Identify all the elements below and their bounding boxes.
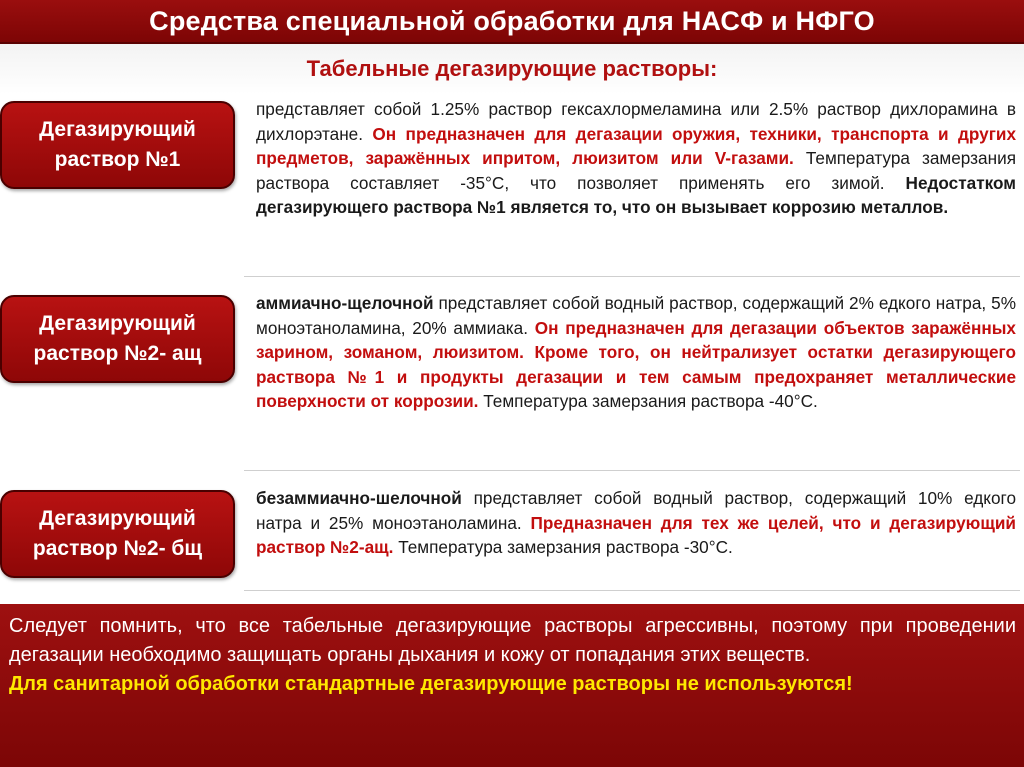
footer-note-text: Для санитарной обработки стандартные дегазирующие растворы не используются! <box>9 673 853 695</box>
row-divider <box>244 276 1020 277</box>
desc-solution-2-ash-temp: Температура замерзания раствора -40°С. <box>478 391 818 411</box>
desc-solution-1-temp: Температура замерзания раствора составляет -35°С, что позволяет применять его зимой. <box>256 148 1017 193</box>
footer-warning-text: Следует помнить, что все табельные дегазирующие растворы агрессивны, поэтому при проведении дегазации необходимо защищать органы дыхания и кожу от попадания этих веществ. <box>9 615 1016 666</box>
desc-solution-1-drawback: Недостатком дегазирующего раствора №1 является то, что он вызывает коррозию металлов. <box>256 172 1016 217</box>
desc-solution-1 <box>256 97 1016 220</box>
desc-solution-2-ash <box>256 291 1016 414</box>
slide-title: Средства специальной обработки для НАСФ и НФГО <box>149 6 875 36</box>
subtitle-band <box>0 44 1024 94</box>
label-solution-2-ash[interactable] <box>0 295 235 383</box>
label-solution-2-ash-line2: раствор №2- ащ <box>33 342 202 365</box>
desc-solution-2-bsh <box>256 486 1016 560</box>
label-solution-1-line2: раствор №1 <box>54 148 181 171</box>
desc-solution-2-ash-purpose: Он предназначен для дегазации объектов заражённых зарином, зоманом, люизитом. Кроме того, он нейтрализует остатки дегазирующего раствора №1 и продукты дегазации и тем самым предохраняет металлические поверхности от коррозии. <box>256 317 1016 411</box>
label-solution-1[interactable] <box>0 101 235 189</box>
desc-solution-2-bsh-type: безаммиачно-шелочной <box>256 488 462 508</box>
label-solution-1-line1: Дегазирующий <box>39 118 196 141</box>
label-solution-2-ash-line1: Дегазирующий <box>39 312 196 335</box>
title-bar <box>0 0 1024 44</box>
desc-solution-1-text: представляет собой 1.25% раствор гексахлормеламина или 2.5% раствор дихлорамина в дихлорэтане. <box>256 99 1016 144</box>
row-divider <box>244 590 1020 591</box>
footer-warning-panel <box>0 604 1024 767</box>
desc-solution-1-purpose: Он предназначен для дегазации оружия, техники, транспорта и других предметов, заражённых ипритом, люизитом или V-газами. <box>256 123 1017 168</box>
label-solution-2-bsh[interactable] <box>0 490 235 578</box>
desc-solution-2-ash-text: представляет собой водный раствор, содержащий 2% едкого натра, 5% моноэтаноламина, 20% аммиака. <box>256 293 1016 338</box>
desc-solution-2-bsh-text: представляет собой водный раствор, содержащий 10% едкого натра и 25% моноэтаноламина. <box>256 488 1016 533</box>
row-divider <box>244 470 1020 471</box>
desc-solution-2-bsh-temp: Температура замерзания раствора -30°С. <box>393 537 733 557</box>
desc-solution-2-bsh-purpose: Предназначен для тех же целей, что и дегазирующий раствор №2-ащ. <box>256 512 1016 557</box>
label-solution-2-bsh-line2: раствор №2- бщ <box>32 537 203 560</box>
slide-subtitle: Табельные дегазирующие растворы: <box>306 56 718 81</box>
label-solution-2-bsh-line1: Дегазирующий <box>39 507 196 530</box>
desc-solution-2-ash-type: аммиачно-щелочной <box>256 293 434 313</box>
